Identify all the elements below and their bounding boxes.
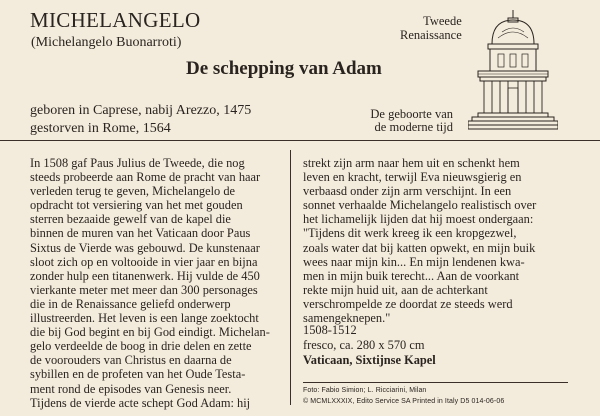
artwork-years: 1508-1512 [303, 323, 357, 337]
text-line: zonder hulp een titanenwerk. Hij vulde de 450 [30, 268, 260, 283]
text-line: wees naar mijn kin... En mijn lendenen kwa- [303, 254, 525, 269]
period-line-1: Tweede [423, 14, 462, 28]
header-divider [0, 140, 600, 141]
right-text-column [303, 156, 569, 325]
artist-name: MICHELANGELO [30, 8, 201, 32]
text-line: steeds probeerde aan Rome de pracht van haar [30, 170, 261, 185]
text-line: vierkante meter met meer dan 300 personages [30, 282, 258, 297]
text-line: men in mijn buik terecht... Aan de voorkant [303, 268, 520, 283]
text-line: binnen de muren van het Vaticaan door Paus [30, 226, 251, 241]
birth-info: geboren in Caprese, nabij Arezzo, 1475 [30, 103, 252, 118]
credits-divider [303, 382, 568, 383]
photo-credit: Foto: Fabio Simion; L. Ricciarini, Milan [303, 387, 427, 394]
text-line: die in de Renaissance geliefd onderwerp [30, 296, 231, 311]
text-line: Tijdens de vierde acte schept God Adam: hij [30, 395, 251, 410]
text-line: de voorouders van Christus en daarna de [30, 353, 232, 368]
period-label [400, 14, 462, 42]
period-line-2: Renaissance [400, 28, 462, 42]
text-line: zoals water dat bij katten opwekt, en mijn buik [303, 240, 536, 255]
text-line: gelo verdeelde de boog in drie delen en zette [30, 339, 252, 354]
artwork-location: Vaticaan, Sixtijnse Kapel [303, 353, 436, 367]
era-line-1: De geboorte van [370, 107, 453, 121]
text-line: sybillen en de profeten van het Oude Testa- [30, 367, 246, 382]
text-line: ment rond de episodes van Genesis neer. [30, 381, 232, 396]
text-line: leven en kracht, terwijl Eva nieuwsgierig en [303, 170, 522, 185]
text-line: verleden terug te geven, Michelangelo de [30, 184, 236, 199]
text-line: illustreerden. Het leven is een lange zoektocht [30, 311, 259, 326]
era-caption [345, 108, 453, 134]
text-line: het lichamelijk lijden dat hij moest ondergaan: [303, 212, 534, 227]
text-line: sloot zich op en voltooide in vier jaar en bijna [30, 254, 258, 269]
text-line: samengeknepen." [303, 311, 391, 326]
text-line: sonnet verhaalde Michelangelo realistisch over [303, 198, 537, 213]
text-line: verbaasd onder zijn arm verschijnt. In een [303, 184, 512, 199]
text-line: strekt zijn arm naar hem uit en schenkt hem [303, 156, 520, 170]
artist-full-name: (Michelangelo Buonarroti) [31, 35, 182, 50]
death-info: gestorven in Rome, 1564 [30, 121, 171, 136]
text-line: opdracht tot versiering van het met gouden [30, 198, 243, 213]
artwork-title: De schepping van Adam [186, 58, 382, 79]
copyright-line: © MCMLXXXIX, Edito Service SA Printed in Italy D5 014-06-06 [303, 398, 505, 405]
text-line: sterren bezaaide gewelf van de kapel die [30, 212, 231, 227]
text-line: die bij God begint en bij God eindigt. Michelan- [30, 325, 270, 340]
tempietto-temple-icon [468, 8, 558, 130]
text-line: Sixtus de Vierde was gebouwd. De kunstenaar [30, 240, 260, 255]
text-line: verschrompelde ze doordat ze steeds werd [303, 296, 513, 311]
era-line-2: de moderne tijd [374, 120, 453, 134]
text-line: In 1508 gaf Paus Julius de Tweede, die nog [30, 156, 245, 170]
left-text-column [30, 156, 282, 410]
text-line: rekte mijn huid uit, aan de achterkant [303, 282, 488, 297]
column-divider [290, 150, 291, 405]
artwork-technique: fresco, ca. 280 x 570 cm [303, 338, 425, 352]
text-line: "Tijdens dit werk kreeg ik een kropgezwel, [303, 226, 517, 241]
